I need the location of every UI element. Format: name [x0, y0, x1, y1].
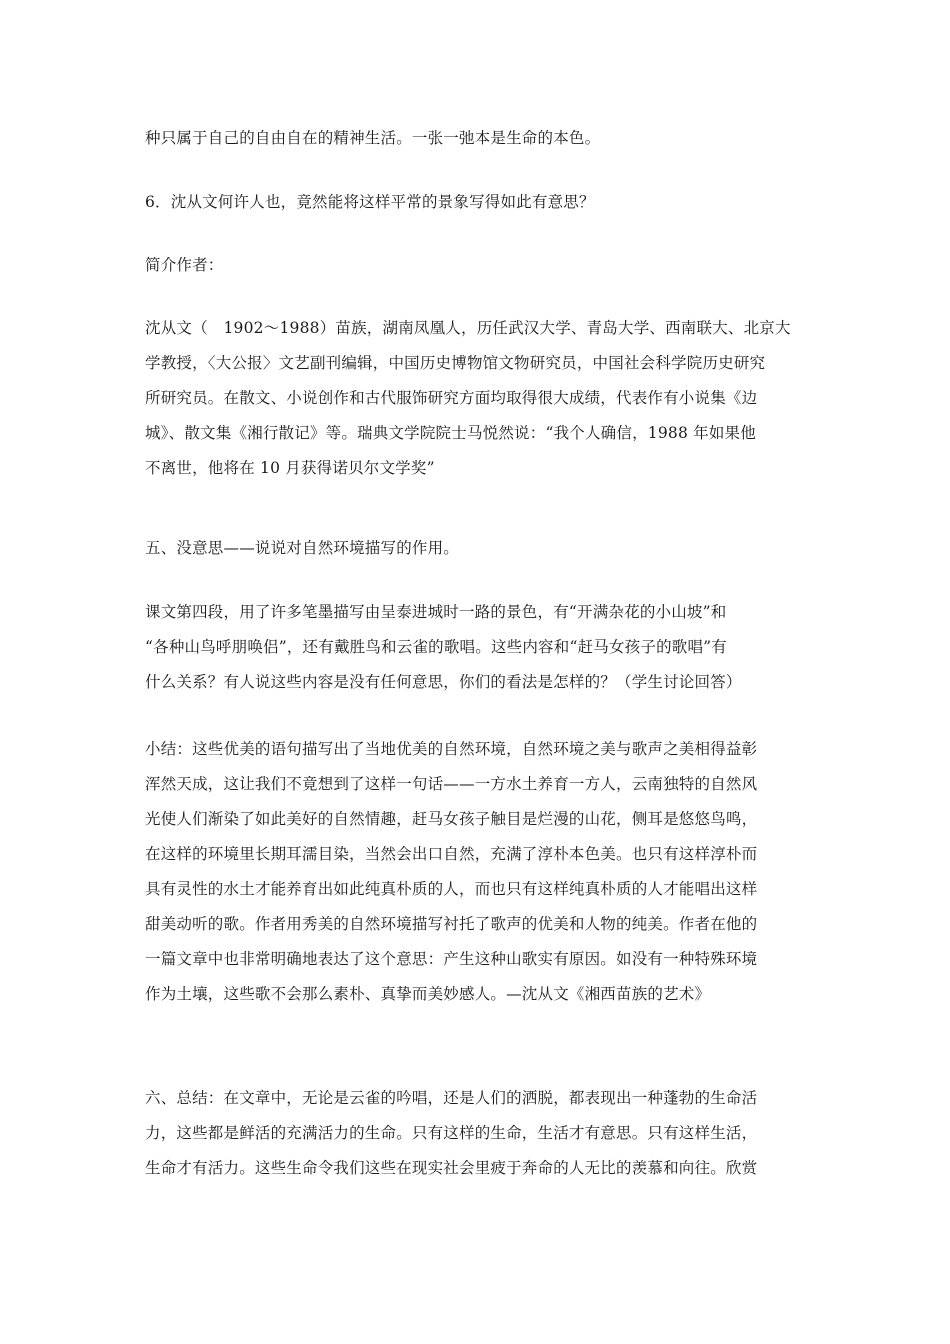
text-line: 光使人们渐染了如此美好的自然情趣，赶马女孩子触目是烂漫的山花，侧耳是悠悠鸟鸣， — [145, 810, 758, 828]
text-line: 课文第四段，用了许多笔墨描写由呈泰进城时一路的景色，有“开满杂花的小山坡”和 — [145, 603, 727, 621]
text-line: 所研究员。在散文、小说创作和古代服饰研究方面均取得很大成绩，代表作有小说集《边 — [145, 389, 758, 407]
text-line: 生命才有活力。这些生命令我们这些在现实社会里疲于奔命的人无比的羡慕和向往。欣赏 — [145, 1159, 758, 1177]
text-line: 在这样的环境里长期耳濡目染，当然会出口自然，充满了淳朴本色美。也只有这样淳朴而 — [145, 845, 758, 863]
text-line: 五、没意思——说说对自然环境描写的作用。 — [145, 539, 460, 557]
paragraph-spiritual-life — [145, 121, 810, 156]
author-intro-heading — [145, 248, 810, 283]
text-line: 具有灵性的水土才能养育出如此纯真朴质的人，而也只有这样纯真朴质的人才能唱出这样 — [145, 880, 758, 898]
section-5-heading — [145, 531, 810, 566]
text-line: “各种山鸟呼朋唤侣”，还有戴胜鸟和云雀的歌唱。这些内容和“赶马女孩子的歌唱”有 — [145, 638, 727, 656]
text-line: 一篇文章中也非常明确地表达了这个意思：产生这种山歌实有原因。如没有一种特殊环境 — [145, 950, 758, 968]
summary-paragraph — [145, 732, 810, 1012]
text-line: 甜美动听的歌。作者用秀美的自然环境描写衬托了歌声的优美和人物的纯美。作者在他的 — [145, 915, 758, 933]
author-biography — [145, 311, 810, 486]
text-line: 什么关系？有人说这些内容是没有任何意思，你们的看法是怎样的？（学生讨论回答） — [145, 673, 742, 691]
text-line: 简介作者： — [145, 256, 224, 274]
text-line: 作为土壤，这些歌不会那么素朴、真挚而美妙感人。—沈从文《湘西苗族的艺术》 — [145, 985, 711, 1003]
text-line: 六、总结：在文章中，无论是云雀的吟唱，还是人们的洒脱，都表现出一种蓬勃的生命活 — [145, 1089, 758, 1107]
text-line: 6．沈从文何许人也，竟然能将这样平常的景象写得如此有意思？ — [145, 193, 595, 211]
text-line: 学教授，〈大公报〉文艺副刊编辑，中国历史博物馆文物研究员，中国社会科学院历史研究 — [145, 354, 766, 372]
text-line: 城》、散文集《湘行散记》等。瑞典文学院院士马悦然说：“我个人确信，1988 年如果他 — [145, 424, 756, 442]
text-line: 小结：这些优美的语句描写出了当地优美的自然环境，自然环境之美与歌声之美相得益彰 — [145, 740, 758, 758]
text-line: 种只属于自己的自由自在的精神生活。一张一弛本是生命的本色。 — [145, 129, 601, 147]
text-line: 浑然天成，这让我们不竟想到了这样一句话——一方水土养育一方人，云南独特的自然风 — [145, 775, 758, 793]
question-6 — [145, 185, 810, 220]
text-line: 力，这些都是鲜活的充满活力的生命。只有这样的生命，生活才有意思。只有这样生活， — [145, 1124, 758, 1142]
section-6-conclusion — [145, 1081, 810, 1186]
paragraph-4-question — [145, 595, 810, 700]
text-line: 不离世，他将在 10 月获得诺贝尔文学奖” — [145, 459, 435, 477]
text-line: 沈从文（ 1902～1988）苗族，湖南凤凰人，历任武汉大学、青岛大学、西南联大、北京大 — [145, 319, 791, 337]
